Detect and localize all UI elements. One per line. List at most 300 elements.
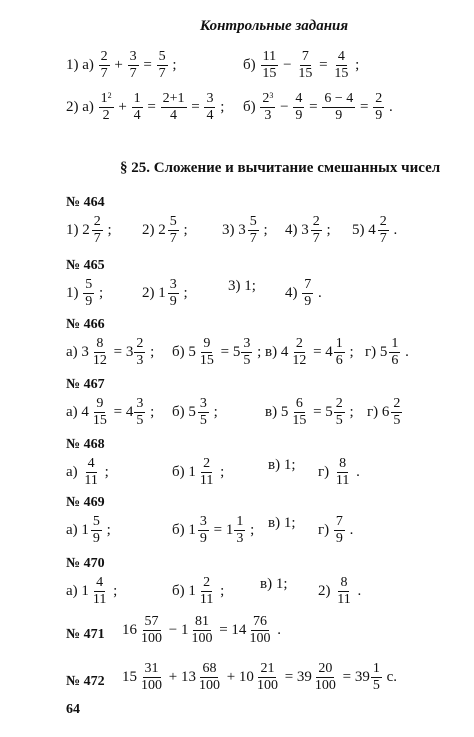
expr-text: .: [401, 344, 409, 360]
expr-text: = 39: [280, 669, 312, 685]
fraction: [302, 278, 313, 309]
answer-label: в): [265, 404, 281, 420]
numerator: 5: [249, 214, 257, 229]
denominator: 7: [379, 231, 387, 246]
whole-part: 4: [368, 222, 376, 238]
fraction: [296, 50, 314, 81]
denominator: 11: [337, 592, 351, 607]
numerator: 9: [203, 336, 211, 351]
expr-text: 1;: [244, 278, 256, 294]
answer-label: 4): [285, 285, 302, 301]
expr-text: ;: [146, 404, 155, 420]
numerator: 4: [295, 91, 303, 106]
answer-2: [172, 515, 254, 546]
answer-1: [66, 397, 154, 428]
fraction: [161, 92, 187, 123]
numerator: 6: [295, 396, 303, 411]
fraction: [373, 92, 384, 123]
fraction: [99, 92, 114, 123]
denominator: 100: [314, 678, 336, 693]
expr-text: = 5: [309, 404, 333, 420]
denominator: 15: [298, 66, 313, 81]
answer-label: б): [172, 344, 189, 360]
answer-label: а): [66, 464, 82, 480]
numerator: 11: [262, 49, 277, 64]
fraction: [241, 337, 252, 368]
fraction: [334, 397, 345, 428]
answer-2: [172, 397, 218, 428]
numerator: 3: [169, 277, 177, 292]
fraction: [234, 515, 245, 546]
fraction: [204, 92, 215, 123]
whole-part: 3: [301, 222, 309, 238]
numerator: 4: [87, 456, 95, 471]
answer-1: [66, 576, 117, 607]
fraction: [139, 662, 164, 693]
denominator: 9: [335, 108, 343, 123]
answer-label: 3): [222, 222, 239, 238]
fraction: [293, 92, 304, 123]
numerator: 3: [206, 91, 214, 106]
numerator: 31: [144, 661, 159, 676]
answer-4: [365, 337, 409, 368]
denominator: 9: [375, 108, 383, 123]
denominator: 11: [199, 592, 214, 607]
fraction: [198, 576, 215, 607]
answer-label: б): [172, 404, 189, 420]
fraction: [197, 662, 222, 693]
whole-part: 15: [122, 669, 137, 685]
whole-part: 5: [379, 344, 388, 360]
problem-number: № 467: [66, 377, 105, 392]
expr-text: ;: [209, 404, 218, 420]
fraction: [334, 515, 345, 546]
fraction: [378, 215, 389, 246]
denominator: 9: [169, 294, 177, 309]
answer-label: в): [268, 457, 284, 473]
expr-text: ;: [322, 222, 331, 238]
fraction: [134, 337, 145, 368]
answer-label: г): [367, 404, 382, 420]
denominator: 15: [334, 66, 349, 81]
problem-number: № 469: [66, 495, 105, 510]
denominator: 12: [92, 353, 107, 368]
denominator: 5: [136, 413, 144, 428]
problem-number: № 466: [66, 317, 105, 332]
denominator: 9: [92, 531, 100, 546]
expr-text: ;: [351, 57, 360, 73]
expr-text: .: [345, 522, 354, 538]
numerator: 3: [199, 514, 207, 529]
whole-part: 3: [81, 344, 89, 360]
expr-text: ;: [100, 464, 109, 480]
denominator: 7: [312, 231, 320, 246]
denominator: 6: [335, 353, 343, 368]
fraction: [334, 457, 351, 488]
fraction: [91, 515, 102, 546]
numerator: 6 − 4: [324, 91, 354, 106]
numerator: 81: [194, 614, 209, 629]
fraction: [313, 662, 338, 693]
problem-number: № 464: [66, 195, 105, 210]
numerator: 1: [236, 514, 244, 529]
answer-label: 2): [142, 285, 159, 301]
answer-4: [318, 576, 361, 607]
expr-text: = 1: [209, 522, 234, 538]
answer-label: г): [365, 344, 380, 360]
expr-text: .: [385, 99, 393, 115]
denominator: 11: [199, 473, 214, 488]
denominator: 4: [170, 108, 178, 123]
fraction: [311, 215, 322, 246]
expr-text: .: [352, 464, 360, 480]
fraction: [290, 397, 308, 428]
answer-label: 3): [228, 278, 245, 294]
fraction: [389, 337, 400, 368]
denominator: 5: [393, 413, 401, 428]
control-answer: [66, 50, 177, 81]
answer-3: [260, 576, 288, 593]
numerator: 3: [129, 49, 137, 64]
fraction: [255, 662, 280, 693]
page-number: 64: [66, 702, 80, 717]
numerator: 20: [318, 661, 333, 676]
whole-part: 4: [280, 344, 289, 360]
numerator: 1: [133, 91, 141, 106]
denominator: 100: [141, 678, 162, 693]
fraction: [247, 615, 272, 646]
denominator: 100: [191, 631, 213, 646]
numerator: 7: [304, 277, 312, 292]
answer-label: б): [172, 583, 189, 599]
answer-3: [222, 215, 268, 246]
numerator: 5: [92, 514, 100, 529]
numerator: 2: [375, 91, 383, 106]
denominator: 5: [243, 353, 251, 368]
expr-text: .: [314, 285, 322, 301]
expr-text: ;: [109, 583, 118, 599]
denominator: 3: [236, 531, 244, 546]
fraction: [198, 457, 215, 488]
denominator: 5: [372, 678, 380, 693]
answer-4: [318, 515, 353, 546]
denominator: 4: [206, 108, 214, 123]
answer-label: 2) а): [66, 99, 98, 115]
whole-part: 1: [81, 583, 89, 599]
answer-3: [265, 337, 354, 368]
fraction: [332, 50, 350, 81]
numerator: $1^2$: [100, 91, 112, 106]
expr-text: −: [279, 57, 296, 73]
fraction: [334, 337, 345, 368]
denominator: 2: [102, 108, 110, 123]
expr-text: ;: [179, 285, 188, 301]
expr-text: −: [276, 99, 293, 115]
fraction: [128, 50, 139, 81]
numerator: 8: [339, 456, 347, 471]
expr-text: ;: [246, 522, 255, 538]
numerator: 4: [337, 49, 345, 64]
fraction: [198, 397, 209, 428]
numerator: 57: [144, 614, 159, 629]
answer-label: а): [66, 404, 82, 420]
whole-part: 2: [82, 222, 90, 238]
whole-part: 4: [81, 404, 89, 420]
answer-2: [142, 278, 188, 309]
numerator: 4: [96, 575, 104, 590]
answer-label: б): [243, 57, 260, 73]
answer-2: [142, 215, 188, 246]
answer-label: 1): [66, 222, 83, 238]
denominator: 9: [85, 294, 93, 309]
whole-part: 1: [81, 522, 89, 538]
problem-number: № 468: [66, 437, 105, 452]
fraction: [83, 278, 94, 309]
numerator: 2: [93, 214, 101, 229]
numerator: 2: [136, 336, 144, 351]
answer-label: а): [66, 583, 82, 599]
denominator: 11: [84, 473, 98, 488]
fraction: [198, 515, 209, 546]
expr-text: =: [356, 99, 373, 115]
whole-part: 2: [158, 222, 166, 238]
numerator: 3: [243, 336, 251, 351]
control-answer: [243, 50, 359, 81]
answer-3: [268, 457, 296, 474]
numerator: 2: [203, 575, 211, 590]
fraction: [157, 50, 168, 81]
denominator: 7: [129, 66, 137, 81]
denominator: 100: [141, 631, 162, 646]
fraction: [139, 615, 164, 646]
answer-1: [122, 615, 281, 646]
expr-text: +: [114, 99, 131, 115]
numerator: 2: [100, 49, 108, 64]
numerator: 5: [158, 49, 166, 64]
expr-text: = 4: [109, 404, 134, 420]
numerator: 76: [252, 614, 267, 629]
expr-text: = 5: [216, 344, 241, 360]
fraction: [189, 615, 214, 646]
expr-text: =: [315, 57, 332, 73]
answer-label: в): [265, 344, 281, 360]
expr-text: ;: [103, 222, 112, 238]
numerator: 1: [372, 661, 380, 676]
expr-text: − 1: [165, 622, 189, 638]
expr-text: = 39: [338, 669, 370, 685]
denominator: 5: [335, 413, 343, 428]
expr-text: + 13: [165, 669, 196, 685]
denominator: 15: [292, 413, 307, 428]
denominator: 6: [391, 353, 399, 368]
expr-text: ;: [253, 344, 262, 360]
page-header: Контрольные задания: [200, 18, 349, 34]
whole-part: 5: [188, 404, 196, 420]
expr-text: ;: [216, 464, 225, 480]
denominator: 100: [256, 678, 278, 693]
expr-text: ;: [146, 344, 155, 360]
expr-text: ;: [216, 99, 225, 115]
fraction: [260, 92, 275, 123]
answer-2: [172, 576, 224, 607]
numerator: 7: [301, 49, 309, 64]
denominator: 100: [198, 678, 220, 693]
fraction: [248, 215, 259, 246]
fraction: [168, 215, 179, 246]
problem-number: № 465: [66, 258, 105, 273]
answer-label: 1) а): [66, 57, 98, 73]
denominator: 15: [199, 353, 214, 368]
numerator: 2: [312, 214, 320, 229]
answer-3: [228, 278, 256, 295]
fraction: [335, 576, 352, 607]
expr-text: ;: [179, 222, 188, 238]
denominator: 7: [158, 66, 166, 81]
answer-5: [352, 215, 397, 246]
answer-1: [66, 515, 111, 546]
fraction: [198, 337, 216, 368]
expr-text: 1;: [275, 576, 288, 592]
expr-text: 1;: [283, 457, 296, 473]
answer-1: [66, 215, 112, 246]
answer-3: [268, 515, 296, 532]
denominator: 15: [92, 413, 107, 428]
denominator: 3: [136, 353, 144, 368]
fraction: [82, 457, 99, 488]
answer-label: 5): [352, 222, 369, 238]
expr-text: 1;: [283, 515, 296, 531]
whole-part: 1: [158, 285, 166, 301]
denominator: 7: [169, 231, 177, 246]
answer-label: 2): [318, 583, 335, 599]
denominator: 9: [295, 108, 303, 123]
denominator: 7: [100, 66, 108, 81]
fraction: [391, 397, 402, 428]
answer-label: б): [172, 522, 189, 538]
fraction: [99, 50, 110, 81]
control-answer: [243, 92, 393, 123]
expr-text: =: [139, 57, 156, 73]
whole-part: 3: [238, 222, 246, 238]
answer-label: 4): [285, 222, 302, 238]
answer-label: в): [260, 576, 276, 592]
answer-label: г): [318, 464, 333, 480]
answer-label: 1): [66, 285, 83, 301]
numerator: 2: [379, 214, 387, 229]
answer-4: [285, 215, 331, 246]
numerator: 8: [340, 575, 348, 590]
numerator: 7: [335, 514, 343, 529]
expr-text: ;: [102, 522, 111, 538]
numerator: 5: [85, 277, 93, 292]
answer-label: г): [318, 522, 333, 538]
section-title: § 25. Сложение и вычитание смешанных чисел: [120, 160, 441, 176]
denominator: 100: [249, 631, 271, 646]
whole-part: 1: [188, 522, 196, 538]
expr-text: =: [143, 99, 160, 115]
whole-part: 5: [280, 404, 289, 420]
numerator: 2+1: [162, 91, 185, 106]
fraction: [134, 397, 145, 428]
numerator: 3: [199, 396, 207, 411]
fraction: [168, 278, 179, 309]
expr-text: .: [389, 222, 398, 238]
answer-2: [172, 337, 261, 368]
problem-number: № 470: [66, 556, 105, 571]
numerator: 1: [335, 336, 343, 351]
denominator: 11: [92, 592, 107, 607]
denominator: 12: [292, 353, 307, 368]
answer-4: [318, 457, 360, 488]
numerator: 2: [295, 336, 303, 351]
answer-4: [367, 397, 403, 428]
fraction: [92, 215, 103, 246]
expr-text: ;: [345, 404, 354, 420]
expr-text: ;: [168, 57, 177, 73]
expr-text: + 10: [222, 669, 254, 685]
numerator: 68: [202, 661, 217, 676]
denominator: 7: [249, 231, 257, 246]
answer-3: [265, 397, 354, 428]
fraction: [91, 337, 109, 368]
denominator: 9: [304, 294, 312, 309]
answer-1: [66, 457, 109, 488]
denominator: 9: [199, 531, 207, 546]
numerator: 2: [203, 456, 211, 471]
denominator: 9: [335, 531, 343, 546]
whole-part: 1: [188, 464, 196, 480]
control-answer: [66, 92, 224, 123]
denominator: 4: [133, 108, 141, 123]
fraction: [91, 397, 109, 428]
numerator: 9: [96, 396, 104, 411]
answer-1: [66, 337, 154, 368]
problem-number: № 471: [66, 627, 105, 642]
numerator: 21: [260, 661, 275, 676]
answer-label: 2): [142, 222, 159, 238]
fraction: [132, 92, 143, 123]
answer-4: [285, 278, 322, 309]
fraction: [91, 576, 108, 607]
denominator: 15: [262, 66, 277, 81]
answer-label: б): [243, 99, 260, 115]
expr-text: ;: [216, 583, 225, 599]
numerator: 1: [391, 336, 399, 351]
expr-text: = 14: [215, 622, 247, 638]
fraction: [371, 662, 382, 693]
numerator: 8: [96, 336, 104, 351]
answer-label: а): [66, 344, 82, 360]
numerator: 2: [335, 396, 343, 411]
expr-text: ;: [95, 285, 104, 301]
expr-text: .: [353, 583, 362, 599]
expr-text: =: [305, 99, 322, 115]
fraction: [290, 337, 308, 368]
expr-text: ;: [345, 344, 354, 360]
problem-number: № 472: [66, 674, 105, 689]
numerator: 5: [169, 214, 177, 229]
expr-text: +: [110, 57, 127, 73]
expr-text: .: [273, 622, 281, 638]
whole-part: 6: [381, 404, 390, 420]
denominator: 7: [93, 231, 101, 246]
expr-text: =: [187, 99, 204, 115]
answer-1: [66, 278, 103, 309]
expr-text: = 3: [109, 344, 134, 360]
expr-text: = 4: [309, 344, 333, 360]
whole-part: 5: [188, 344, 196, 360]
whole-part: 1: [188, 583, 196, 599]
